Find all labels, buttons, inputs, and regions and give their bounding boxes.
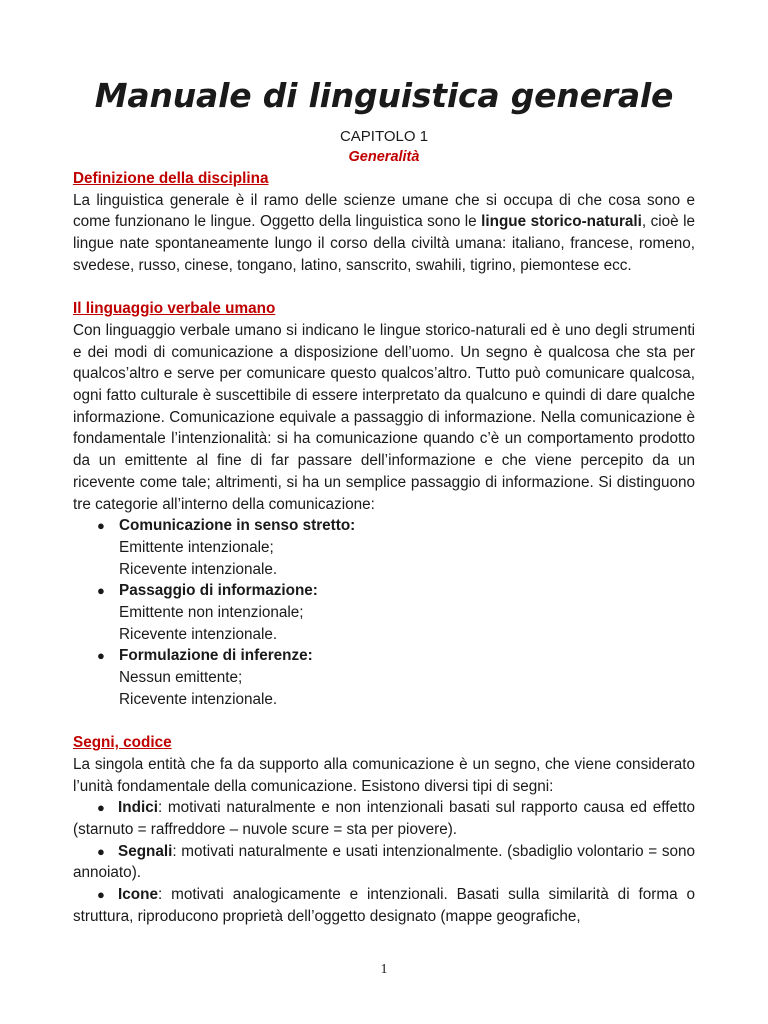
paragraph-segni: La singola entità che fa da supporto alla comunicazione è un segno, che viene considerato l’unità fondamentale della comunicazione. Esistono diversi tipi di segni: — [73, 755, 695, 795]
list-item-line: Emittente non intenzionale; — [119, 604, 304, 622]
list-item-term: Icone — [118, 886, 158, 904]
list-item — [73, 515, 695, 580]
list-item-text: : motivati naturalmente e usati intenzionalmente. (sbadiglio volontario = sono annoiato). — [73, 842, 695, 882]
list-item-text: : motivati naturalmente e non intenzionali basati sul rapporto causa ed effetto (starnuto = raffreddore – nuvole scure = sta per piovere). — [73, 799, 695, 839]
spacer — [73, 711, 695, 733]
paragraph-text: La linguistica generale è il ramo delle scienze umane che si occupa di che cosa sono e come funzionano le lingue. Oggetto della linguistica sono le — [73, 191, 695, 231]
section-heading-definizione: Definizione della disciplina — [73, 170, 269, 187]
section-heading-segni: Segni, codice — [73, 734, 172, 752]
list-item-title: Formulazione di inferenze: — [119, 647, 313, 665]
paragraph-linguaggio: Con linguaggio verbale umano si indicano le lingue storico-naturali ed è uno degli strumenti e dei modi di comunicazione a disposizione dell’uomo. Un segno è qualcosa che sta per qualcos’altro e serve per comunicare questo qualcos’altro. Tutto può comunicare qualcosa, ogni fatto culturale è suscettibile di essere interpretato da qualcuno e quindi di dare qualche informazione. Comunicazione equivale a passaggio di informazione. Nella comunicazione è fondamentale l’intenzionalità: si ha comunicazione quando c’è un comportamento prodotto da un emittente al fine di far passare dell’informazione e che viene percepito da un ricevente come tale; altrimenti, si ha un semplice passaggio di informazione. Si distinguono tre categorie all’interno della comunicazione: — [73, 321, 695, 513]
list-item-term: Indici — [118, 799, 158, 817]
chapter-label: CAPITOLO 1 — [339, 128, 429, 145]
paragraph-text: , cioè le lingue nate spontaneamente lungo il corso della civiltà umana: italiano, francese, romeno, svedese, russo, cinese, tongano, latino, sanscrito, swahili, tigrino, piemontese ecc. — [73, 213, 695, 274]
sign-types-list — [73, 797, 695, 927]
list-item-text: : motivati analogicamente e intenzionali. Basati sulla similarità di forma o struttura, riproducono proprietà dell’oggetto designato (mappe geografiche, — [73, 886, 695, 925]
bullet-icon: ● — [97, 800, 105, 816]
section-heading-linguaggio: Il linguaggio verbale umano — [73, 300, 276, 318]
list-item-term: Segnali — [118, 842, 173, 860]
paragraph-definizione — [73, 190, 695, 277]
document-page — [73, 70, 695, 928]
list-item-title: Passaggio di informazione: — [119, 582, 318, 600]
bullet-icon: ● — [97, 887, 105, 903]
list-item — [73, 580, 695, 645]
list-item-line: Ricevente intenzionale. — [119, 690, 278, 708]
bullet-icon: ● — [97, 648, 105, 664]
list-item — [73, 841, 695, 884]
bullet-icon: ● — [97, 583, 105, 599]
document-title: Manuale di linguistica generale — [94, 76, 674, 115]
list-item-line: Nessun emittente; — [119, 669, 243, 687]
chapter-subtitle: Generalità — [348, 149, 420, 165]
page-number: 1 — [380, 962, 388, 977]
communication-categories-list — [73, 515, 695, 710]
list-item — [73, 797, 695, 840]
list-item-line: Ricevente intenzionale. — [119, 625, 278, 643]
bullet-icon: ● — [97, 518, 105, 534]
list-item-line: Ricevente intenzionale. — [119, 560, 278, 578]
spacer — [73, 277, 695, 299]
list-item-line: Emittente intenzionale; — [119, 538, 274, 556]
bullet-icon: ● — [97, 843, 105, 859]
list-item — [73, 884, 695, 927]
bold-term: lingue storico-naturali — [481, 213, 642, 231]
list-item — [73, 645, 695, 710]
list-item-title: Comunicazione in senso stretto: — [119, 517, 356, 535]
